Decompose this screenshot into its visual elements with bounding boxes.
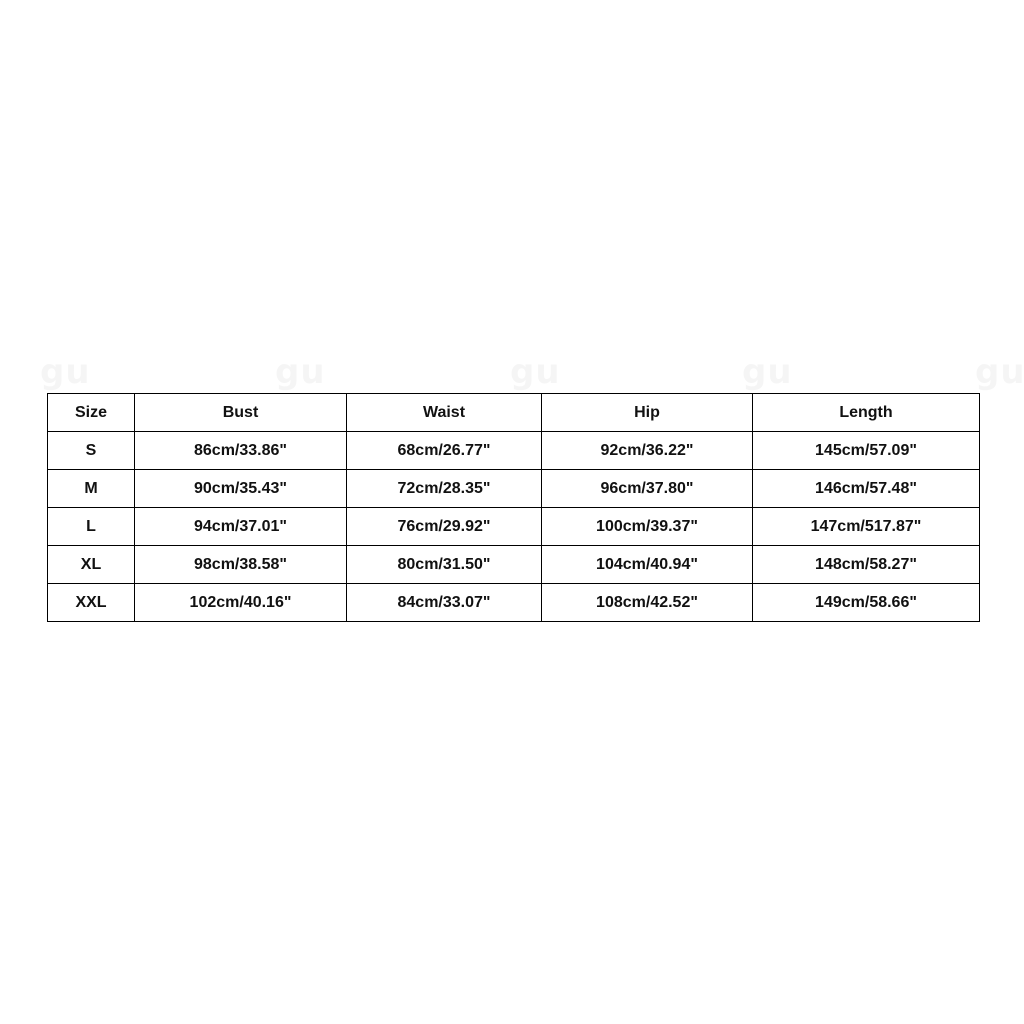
cell-bust: 86cm/33.86" [135, 432, 347, 470]
table-row [48, 584, 980, 622]
watermark [40, 352, 91, 392]
cell-hip: 92cm/36.22" [542, 432, 753, 470]
cell-waist: 80cm/31.50" [347, 546, 542, 584]
cell-bust: 94cm/37.01" [135, 508, 347, 546]
cell-length: 145cm/57.09" [753, 432, 980, 470]
cell-size: XXL [48, 584, 135, 622]
cell-bust: 98cm/38.58" [135, 546, 347, 584]
watermark [510, 352, 561, 392]
table-row [48, 470, 980, 508]
header-waist: Waist [347, 394, 542, 432]
cell-length: 146cm/57.48" [753, 470, 980, 508]
cell-waist: 68cm/26.77" [347, 432, 542, 470]
table-row [48, 432, 980, 470]
cell-length: 149cm/58.66" [753, 584, 980, 622]
cell-size: XL [48, 546, 135, 584]
cell-waist: 76cm/29.92" [347, 508, 542, 546]
table-row [48, 546, 980, 584]
cell-size: L [48, 508, 135, 546]
cell-hip: 96cm/37.80" [542, 470, 753, 508]
watermark [742, 352, 793, 392]
cell-waist: 72cm/28.35" [347, 470, 542, 508]
header-size: Size [48, 394, 135, 432]
cell-waist: 84cm/33.07" [347, 584, 542, 622]
cell-size: S [48, 432, 135, 470]
cell-hip: 100cm/39.37" [542, 508, 753, 546]
cell-hip: 104cm/40.94" [542, 546, 753, 584]
cell-bust: 102cm/40.16" [135, 584, 347, 622]
watermark [275, 352, 326, 392]
cell-length: 148cm/58.27" [753, 546, 980, 584]
table-row [48, 508, 980, 546]
header-hip: Hip [542, 394, 753, 432]
cell-hip: 108cm/42.52" [542, 584, 753, 622]
cell-size: M [48, 470, 135, 508]
cell-length: 147cm/517.87" [753, 508, 980, 546]
cell-bust: 90cm/35.43" [135, 470, 347, 508]
header-bust: Bust [135, 394, 347, 432]
header-length: Length [753, 394, 980, 432]
header-row [48, 394, 980, 432]
watermark [975, 352, 1024, 392]
size-chart-table [47, 393, 980, 622]
